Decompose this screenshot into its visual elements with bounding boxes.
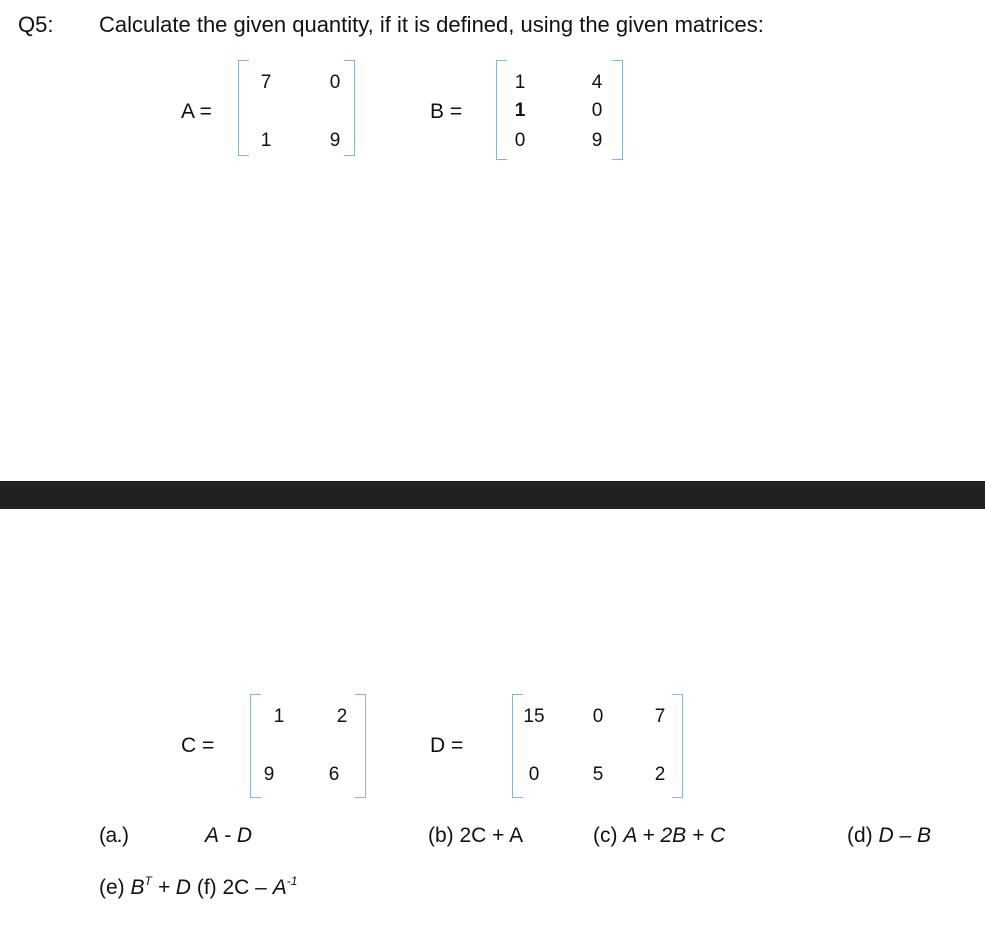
matrix-a-cell: 0: [329, 72, 341, 93]
matrix-d-cell: 2: [654, 764, 666, 785]
matrix-c-cell: 6: [328, 764, 340, 785]
part-c-label: (c): [593, 824, 618, 847]
part-d: [847, 824, 931, 848]
part-c-expression: A + 2B + C: [623, 824, 726, 847]
matrix-d-label: D =: [430, 734, 464, 757]
question-prompt: Calculate the given quantity, if it is defined, using the given matrices:: [99, 12, 764, 37]
part-f-matrix: A: [272, 876, 287, 899]
part-a-expression: A - D: [205, 824, 253, 847]
matrix-a-cell: 7: [260, 72, 272, 93]
matrix-d-cell: 0: [528, 764, 540, 785]
matrix-b-cell: 9: [591, 130, 603, 151]
separator-band: [0, 481, 985, 509]
matrix-d-cell: 5: [592, 764, 604, 785]
matrix-c-label: C =: [181, 734, 215, 757]
part-f-label: (f) 2C –: [196, 876, 267, 899]
part-c: [593, 824, 725, 848]
matrix-b-cell: 0: [591, 100, 603, 121]
matrix-b-cell: 0: [514, 130, 526, 151]
matrix-d-cell: 0: [592, 706, 604, 727]
part-f-inverse-superscript: -1: [286, 874, 298, 888]
matrix-c-cell: 2: [336, 706, 348, 727]
part-d-label: (d): [847, 824, 873, 847]
part-e-matrix: B: [130, 876, 145, 899]
matrix-a-cell: 9: [329, 130, 341, 151]
matrix-b-label: B =: [430, 100, 463, 123]
matrix-b-cell: 1: [514, 72, 526, 93]
part-e-label: (e): [99, 876, 125, 899]
part-e-rest: + D: [151, 876, 191, 899]
matrix-c-cell: 1: [273, 706, 285, 727]
matrix-d-cell: 7: [654, 706, 666, 727]
parts-e-f: [99, 876, 297, 900]
matrix-c-cell: 9: [263, 764, 275, 785]
matrix-b-cell: 4: [591, 72, 603, 93]
part-d-expression: D – B: [878, 824, 932, 847]
matrix-a-cell: 1: [260, 130, 272, 151]
matrix-b-cell: 1: [514, 100, 526, 121]
part-e-transpose-superscript: T: [144, 874, 152, 888]
part-b: (b) 2C + A: [428, 824, 524, 847]
matrix-a-label: A =: [181, 100, 212, 123]
part-a-label: (a.): [99, 824, 129, 847]
matrix-d-cell: 15: [523, 706, 545, 727]
question-number: Q5:: [18, 12, 54, 37]
